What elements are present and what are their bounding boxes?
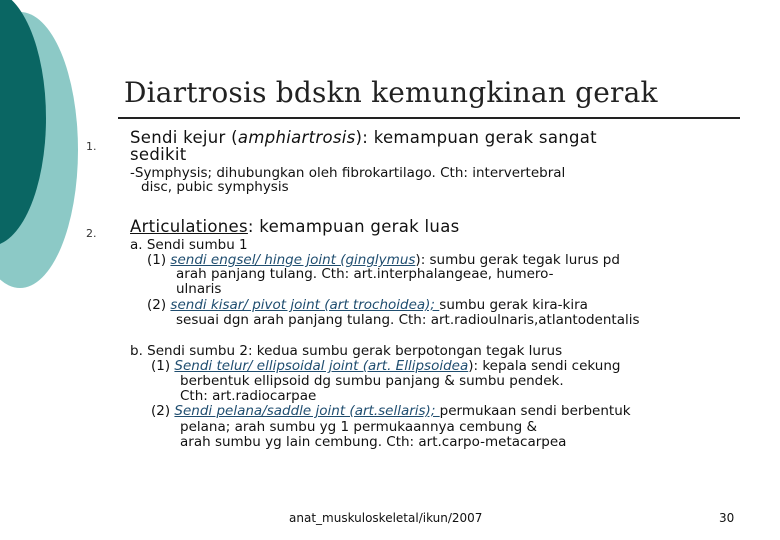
item-2b2-line2: pelana; arah sumbu yg 1 permukaannya cembung & <box>180 419 538 435</box>
title-rule <box>118 117 740 119</box>
item-2a2-line1 <box>147 298 588 313</box>
item-2b2-line1 <box>151 404 631 419</box>
hinge-joint-link[interactable]: sendi engsel/ hinge joint (ginglymus <box>170 252 416 268</box>
item-2a2-suffix: sumbu gerak kira-kira <box>439 297 588 313</box>
item-1-heading <box>130 129 597 146</box>
item-1-heading-pre: Sendi kejur ( <box>130 128 238 147</box>
footer-text: anat_muskuloskeletal/ikun/2007 <box>289 511 483 525</box>
item-2b-title: b. Sendi sumbu 2: kedua sumbu gerak berpotongan tegak lurus <box>130 343 563 359</box>
item-1-detail-line2: disc, pubic symphysis <box>141 179 289 195</box>
item-2b1-suffix: ): kepala sendi cekung <box>468 358 621 374</box>
item-2a1-prefix: (1) <box>147 252 171 268</box>
item-2-heading-underlined: Articulationes <box>130 217 248 236</box>
item-2a1-line3: ulnaris <box>176 281 222 297</box>
item-1-number: 1. <box>86 140 97 153</box>
item-2b1-prefix: (1) <box>151 358 175 374</box>
slide-title: Diartrosis bdskn kemungkinan gerak <box>124 76 658 109</box>
item-2a-title: a. Sendi sumbu 1 <box>130 237 248 253</box>
item-1-heading-italic: amphiartrosis <box>237 128 356 147</box>
item-2b1-line3: Cth: art.radiocarpae <box>180 388 317 404</box>
item-2-heading-rest: : kemampuan gerak luas <box>247 217 460 236</box>
saddle-joint-link[interactable]: Sendi pelana/saddle joint (art.sellaris); <box>174 403 440 419</box>
decorative-circles <box>0 0 120 300</box>
item-1-heading-line2: sedikit <box>130 145 187 164</box>
pivot-joint-link[interactable]: sendi kisar/ pivot joint (art trochoidea); <box>170 297 440 313</box>
item-2a2-prefix: (2) <box>147 297 171 313</box>
item-2b2-line3: arah sumbu yg lain cembung. Cth: art.carpo-metacarpea <box>180 434 567 450</box>
item-2a1-suffix: ): sumbu gerak tegak lurus pd <box>415 252 620 268</box>
item-2-heading <box>130 218 460 235</box>
item-2-number: 2. <box>86 227 97 240</box>
item-2a1-line2: arah panjang tulang. Cth: art.interphalangeae, humero- <box>176 266 554 282</box>
item-2b2-suffix: permukaan sendi berbentuk <box>439 403 631 419</box>
item-2a2-line2: sesuai dgn arah panjang tulang. Cth: art.radioulnaris,atlantodentalis <box>176 312 640 328</box>
ellipsoidal-joint-link[interactable]: Sendi telur/ ellipsoidal joint (art. Ellipsoidea <box>174 358 469 374</box>
item-1-detail-line1: -Symphysis; dihubungkan oleh fibrokartilago. Cth: intervertebral <box>130 165 566 181</box>
item-2b2-prefix: (2) <box>151 403 175 419</box>
item-2b1-line1 <box>151 359 620 374</box>
item-1-heading-post: ): kemampuan gerak sangat <box>355 128 597 147</box>
item-2b1-line2: berbentuk ellipsoid dg sumbu panjang & sumbu pendek. <box>180 373 564 389</box>
page-number: 30 <box>719 511 735 525</box>
